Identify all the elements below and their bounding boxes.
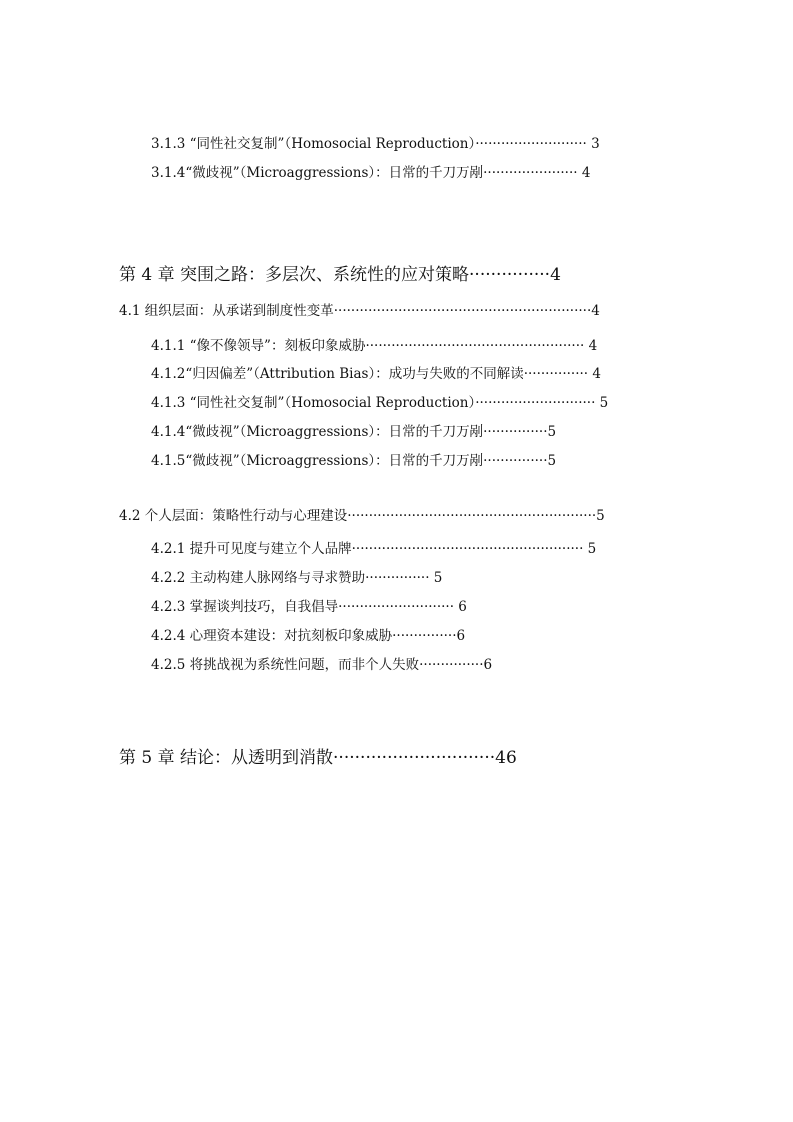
toc-entry-4-1-3[interactable]: 4.1.3 “同性社交复制”（Homosocial Reproduction）···························· 5 <box>151 395 609 411</box>
toc-entry-3-1-3[interactable]: 3.1.3 “同性社交复制”（Homosocial Reproduction）·························· 3 <box>151 136 600 152</box>
toc-entry-4-1-2[interactable]: 4.1.2“归因偏差”（Attribution Bias）：成功与失败的不同解读··············· 4 <box>151 366 601 382</box>
toc-section-4-2[interactable]: 4.2 个人层面：策略性行动与心理建设··························································5 <box>119 508 605 524</box>
toc-entry-4-1-4[interactable]: 4.1.4“微歧视”（Microaggressions）：日常的千刀万剐···············5 <box>151 424 557 440</box>
toc-chapter-5[interactable]: 第 5 章 结论：从透明到消散······························46 <box>119 748 517 768</box>
toc-entry-4-2-5[interactable]: 4.2.5 将挑战视为系统性问题，而非个人失败···············6 <box>151 657 493 673</box>
toc-entry-4-1-1[interactable]: 4.1.1 “像不像领导”：刻板印象威胁··················································· 4 <box>151 338 598 354</box>
toc-entry-4-2-2[interactable]: 4.2.2 主动构建人脉网络与寻求赞助··············· 5 <box>151 570 443 586</box>
toc-entry-4-2-4[interactable]: 4.2.4 心理资本建设：对抗刻板印象威胁···············6 <box>151 628 466 644</box>
toc-chapter-4[interactable]: 第 4 章 突围之路：多层次、系统性的应对策略···············4 <box>119 265 561 285</box>
toc-entry-3-1-4[interactable]: 3.1.4“微歧视”（Microaggressions）：日常的千刀万剐······················ 4 <box>151 165 591 181</box>
toc-entry-4-1-5[interactable]: 4.1.5“微歧视”（Microaggressions）：日常的千刀万剐···············5 <box>151 453 557 469</box>
toc-entry-4-2-3[interactable]: 4.2.3 掌握谈判技巧，自我倡导··························· 6 <box>151 599 467 615</box>
toc-section-4-1[interactable]: 4.1 组织层面：从承诺到制度性变革····························································4 <box>119 303 600 319</box>
toc-entry-4-2-1[interactable]: 4.2.1 提升可见度与建立个人品牌······················································ 5 <box>151 541 597 557</box>
